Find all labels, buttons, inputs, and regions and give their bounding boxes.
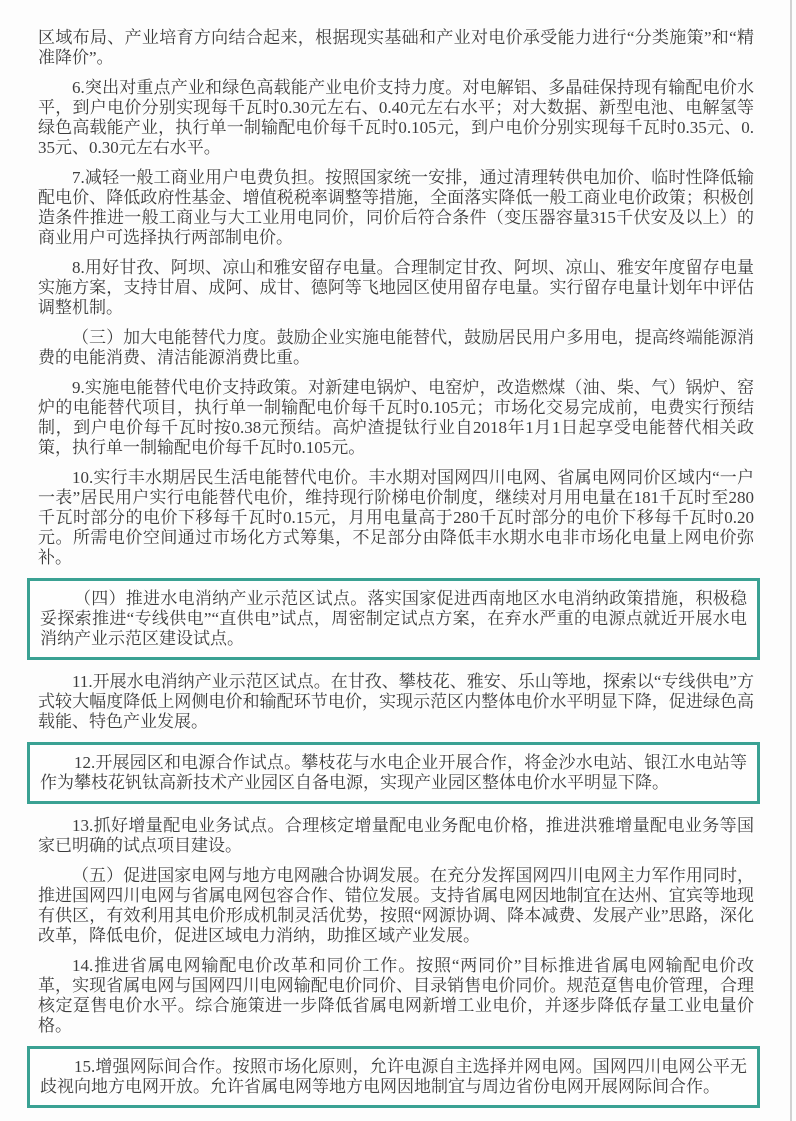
paragraph-item-10: 10.实行丰水期居民生活电能替代电价。丰水期对国网四川电网、省属电网同价区域内“一户一表”居民用户实行电能替代电价，维持现行阶梯电价制度，继续对月用电量在181千瓦时至280千瓦时部分的电价下移每千瓦时0.15元，月用电量高于280千瓦时部分的电价下移每千瓦时0.20元。所需电价空间通过市场化方式筹集，不足部分由降低丰水期水电非市场化电量上网电价弥补。 bbox=[38, 468, 754, 567]
paragraph-section-3: （三）加大电能替代力度。鼓励企业实施电能替代，鼓励居民用户多用电，提高终端能源消费的电能消费、清洁能源消费比重。 bbox=[38, 328, 754, 367]
paragraph-item-6: 6.突出对重点产业和绿色高载能产业电价支持力度。对电解铝、多晶硅保持现有输配电价水平，到户电价分别实现每千瓦时0.30元左右、0.40元左右水平；对大数据、新型电池、电解氢等绿色高载能产业，执行单一制输配电价每千瓦时0.105元，到户电价分别实现每千瓦时0.35元、0.35元、0.30元左右水平。 bbox=[38, 78, 754, 157]
paragraph-section-4-highlight-box: （四）推进水电消纳产业示范区试点。落实国家促进西南地区水电消纳政策措施，积极稳妥探索推进“专线供电”“直供电”试点，周密制定试点方案，在弃水严重的电源点就近开展水电消纳产业示范区建设试点。 bbox=[27, 578, 760, 660]
paragraph-item-14: 14.推进省属电网输配电价改革和同价工作。按照“两同价”目标推进省属电网输配电价改革，实现省属电网与国网四川电网输配电价同价、目录销售电价同价。规范趸售电价管理，合理核定趸售电价水平。综合施策进一步降低省属电网新增工业电价，并逐步降低存量工业电量价格。 bbox=[38, 956, 754, 1035]
paragraph-continuation: 区域布局、产业培育方向结合起来，根据现实基础和产业对电价承受能力进行“分类施策”和“精准降价”。 bbox=[38, 28, 754, 67]
paragraph-item-7: 7.减轻一般工商业用户电费负担。按照国家统一安排，通过清理转供电加价、临时性降低输配电价、降低政府性基金、增值税税率调整等措施，全面落实降低一般工商业电价政策；积极创造条件推进一般工商业与大工业用电同价，同价后符合条件（变压器容量315千伏安及以上）的商业用户可选择执行两部制电价。 bbox=[38, 168, 754, 247]
paragraph-section-5: （五）促进国家电网与地方电网融合协调发展。在充分发挥国网四川电网主力军作用同时，推进国网四川电网与省属电网包容合作、错位发展。支持省属电网因地制宜在达州、宜宾等地现有供区，有效利用其电价形成机制灵活优势，按照“网源协调、降本减费、发展产业”思路，深化改革，降低电价，促进区域电力消纳，助推区域产业发展。 bbox=[38, 866, 754, 945]
paragraph-item-11: 11.开展水电消纳产业示范区试点。在甘孜、攀枝花、雅安、乐山等地，探索以“专线供电”方式较大幅度降低上网侧电价和输配环节电价，实现示范区内整体电价水平明显下降，促进绿色高载能、特色产业发展。 bbox=[38, 672, 754, 731]
paragraph-item-12-highlight-box: 12.开展园区和电源合作试点。攀枝花与水电企业开展合作，将金沙水电站、银江水电站等作为攀枝花钒钛高新技术产业园区自备电源，实现产业园区整体电价水平明显下降。 bbox=[27, 742, 760, 804]
paragraph-item-15-highlight-box: 15.增强网际间合作。按照市场化原则，允许电源自主选择并网电网。国网四川电网公平无歧视向地方电网开放。允许省属电网等地方电网因地制宜与周边省份电网开展网际间合作。 bbox=[27, 1046, 760, 1108]
page-scan-edge bbox=[790, 0, 792, 1121]
paragraph-item-9: 9.实施电能替代电价支持政策。对新建电锅炉、电窑炉，改造燃煤（油、柴、气）锅炉、窑炉的电能替代项目，执行单一制输配电价每千瓦时0.105元；市场化交易完成前，电费实行预结制，到户电价每千瓦时按0.38元预结。高炉渣提钛行业自2018年1月1日起享受电能替代相关政策，执行单一制输配电价每千瓦时0.105元。 bbox=[38, 378, 754, 457]
paragraph-item-13: 13.抓好增量配电业务试点。合理核定增量配电业务配电价格，推进洪雅增量配电业务等国家已明确的试点项目建设。 bbox=[38, 816, 754, 855]
paragraph-item-8: 8.用好甘孜、阿坝、凉山和雅安留存电量。合理制定甘孜、阿坝、凉山、雅安年度留存电量实施方案，支持甘眉、成阿、成甘、德阿等飞地园区使用留存电量。实行留存电量计划年中评估调整机制。 bbox=[38, 258, 754, 317]
